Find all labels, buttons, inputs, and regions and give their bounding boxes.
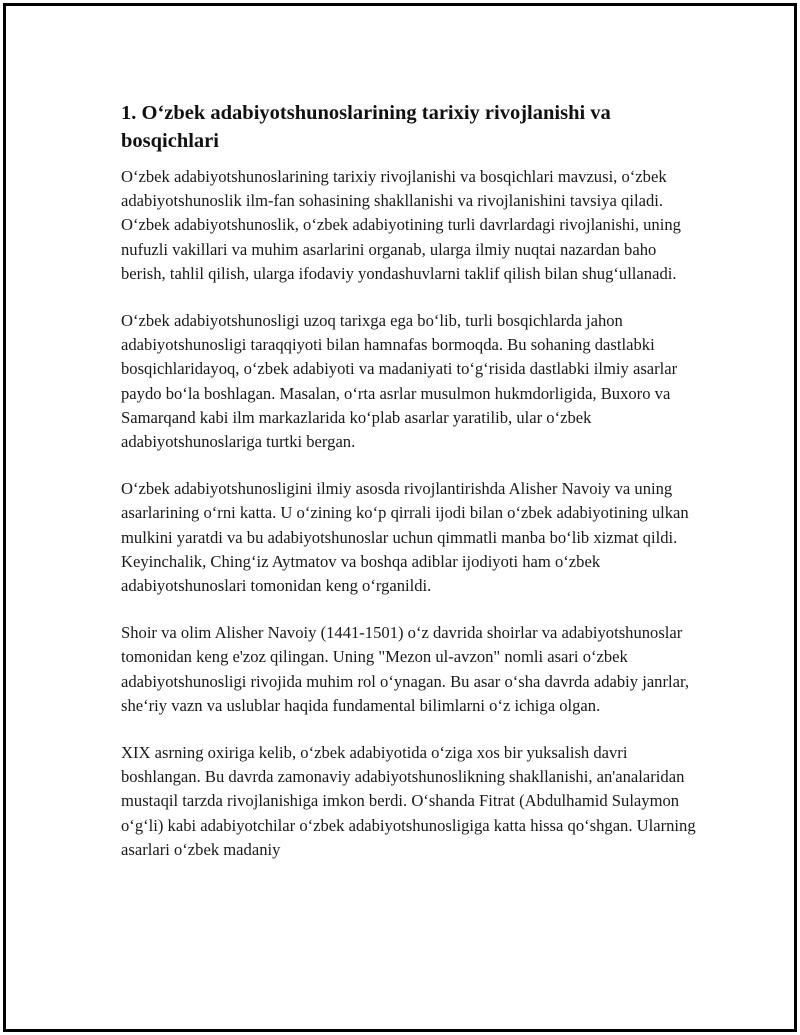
paragraph-5: XIX asrning oxiriga kelib, o‘zbek adabiyotida o‘ziga xos bir yuksalish davri boshlangan. Bu davrda zamonaviy adabiyotshunoslikning shakllanishi, an'analaridan mustaqil tarzda rivojlanishiga imkon berdi. O‘shanda Fitrat (Abdulhamid Sulaymon o‘g‘li) kabi adabiyotchilar o‘zbek adabiyotshunosligiga katta hissa qo‘shgan. Ularning asarlari o‘zbek madaniy	[121, 743, 696, 859]
paragraph-1: O‘zbek adabiyotshunoslarining tarixiy rivojlanishi va bosqichlari mavzusi, o‘zbek adabiyotshunoslik ilm-fan sohasining shakllanishi va rivojlanishini tavsiya qiladi. O‘zbek adabiyotshunoslik, o‘zbek adabiyotining turli davrlardagi rivojlanishi, uning nufuzli vakillari va muhim asarlarini organab, ularga ilmiy nuqtai nazardan baho berish, tahlil qilish, ularga ifodaviy yondashuvlarni taklif qilish bilan shug‘ullanadi.	[121, 167, 681, 283]
paragraph-4: Shoir va olim Alisher Navoiy (1441-1501) o‘z davrida shoirlar va adabiyotshunoslar tomonidan keng e'zoz qilingan. Uning "Mezon ul-avzon" nomli asari o‘zbek adabiyotshunosligi rivojida muhim rol o‘ynagan. Bu asar o‘sha davrda adabiy janrlar, she‘riy vazn va uslublar haqida fundamental bilimlarni o‘z ichiga olgan.	[121, 623, 689, 715]
page-frame	[3, 3, 797, 1032]
paragraph-2: O‘zbek adabiyotshunosligi uzoq tarixga ega bo‘lib, turli bosqichlarda jahon adabiyotshunosligi taraqqiyoti bilan hamnafas bormoqda. Bu sohaning dastlabki bosqichlaridayoq, o‘zbek adabiyoti va madaniyati to‘g‘risida dastlabki ilmiy asarlar paydo bo‘la boshlagan. Masalan, o‘rta asrlar musulmon hukmdorligida, Buxoro va Samarqand kabi ilm markazlarida ko‘plab asarlar yaratilib, ular o‘zbek adabiyotshunoslariga turtki bergan.	[121, 311, 678, 452]
paragraph-3: O‘zbek adabiyotshunosligini ilmiy asosda rivojlantirishda Alisher Navoiy va uning asarlarining o‘rni katta. U o‘zining ko‘p qirrali ijodi bilan o‘zbek adabiyotining ulkan mulkini yaratdi va bu adabiyotshunoslar uchun qimmatli manba bo‘lib xizmat qildi. Keyinchalik, Ching‘iz Aytmatov va boshqa adiblar ijodiyoti ham o‘zbek adabiyotshunoslari tomonidan keng o‘rganildi.	[121, 479, 689, 596]
section-heading: 1. O‘zbek adabiyotshunoslarining tarixiy rivojlanishi va bosqichlari	[121, 102, 611, 152]
document-body	[121, 99, 701, 885]
